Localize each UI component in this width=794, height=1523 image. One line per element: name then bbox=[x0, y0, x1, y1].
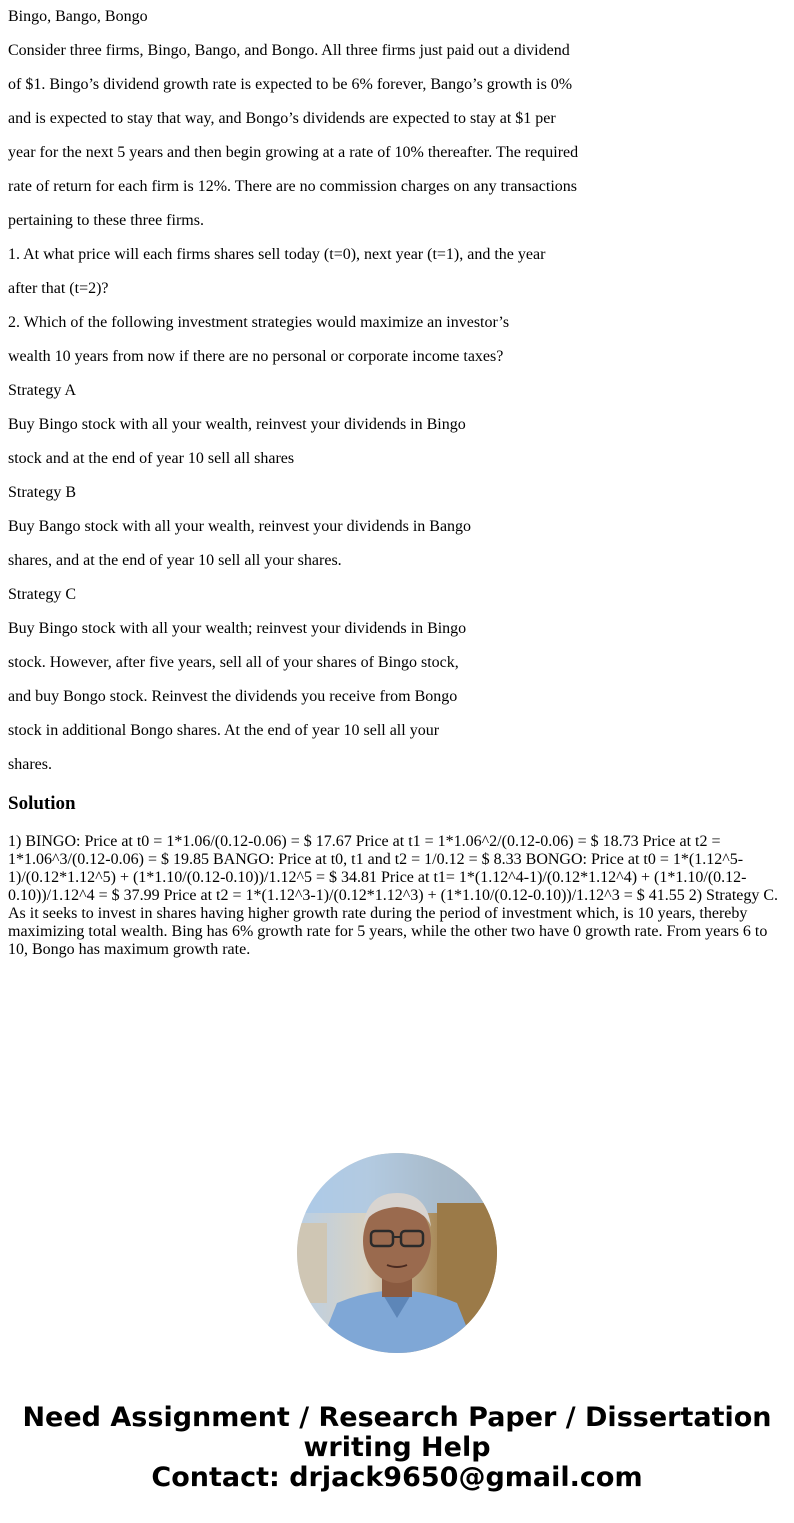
question-line: 1. At what price will each firms shares sell today (t=0), next year (t=1), and the year bbox=[8, 246, 546, 263]
banner-line-2: writing Help bbox=[303, 1432, 491, 1463]
question-line: after that (t=2)? bbox=[8, 280, 109, 297]
solution-heading: Solution bbox=[8, 793, 76, 814]
question-text bbox=[8, 0, 788, 782]
contact-banner bbox=[0, 1403, 794, 1493]
question-line: and buy Bongo stock. Reinvest the dividends you receive from Bongo bbox=[8, 688, 458, 705]
question-line: Buy Bingo stock with all your wealth, reinvest your dividends in Bingo bbox=[8, 416, 466, 433]
question-line: shares, and at the end of year 10 sell all your shares. bbox=[8, 552, 342, 569]
strategy-c-heading: Strategy C bbox=[8, 586, 76, 603]
question-line: year for the next 5 years and then begin growing at a rate of 10% thereafter. The required bbox=[8, 144, 579, 161]
question-line: stock and at the end of year 10 sell all shares bbox=[8, 450, 295, 467]
question-line: 2. Which of the following investment strategies would maximize an investor’s bbox=[8, 314, 510, 331]
question-line: wealth 10 years from now if there are no personal or corporate income taxes? bbox=[8, 348, 504, 365]
question-line: and is expected to stay that way, and Bongo’s dividends are expected to stay at $1 per bbox=[8, 110, 556, 127]
question-line: Consider three firms, Bingo, Bango, and Bongo. All three firms just paid out a dividend bbox=[8, 42, 570, 59]
question-line: rate of return for each firm is 12%. There are no commission charges on any transactions bbox=[8, 178, 577, 195]
strategy-a-heading: Strategy A bbox=[8, 382, 76, 399]
question-line: stock in additional Bongo shares. At the end of year 10 sell all your bbox=[8, 722, 440, 739]
author-avatar bbox=[297, 1153, 497, 1353]
question-line: Buy Bango stock with all your wealth, reinvest your dividends in Bango bbox=[8, 518, 472, 535]
author-portrait-icon bbox=[297, 1153, 497, 1353]
question-line: pertaining to these three firms. bbox=[8, 212, 204, 229]
question-line: of $1. Bingo’s dividend growth rate is expected to be 6% forever, Bango’s growth is 0% bbox=[8, 76, 573, 93]
strategy-b-heading: Strategy B bbox=[8, 484, 76, 501]
question-line: stock. However, after five years, sell all of your shares of Bingo stock, bbox=[8, 654, 459, 671]
question-line: shares. bbox=[8, 756, 52, 773]
question-title: Bingo, Bango, Bongo bbox=[8, 8, 148, 25]
banner-line-1: Need Assignment / Research Paper / Dissertation bbox=[22, 1402, 772, 1433]
contact-email: Contact: drjack9650@gmail.com bbox=[151, 1462, 643, 1493]
question-line: Buy Bingo stock with all your wealth; reinvest your dividends in Bingo bbox=[8, 620, 467, 637]
solution-body: 1) BINGO: Price at t0 = 1*1.06/(0.12-0.06) = $ 17.67 Price at t1 = 1*1.06^2/(0.12-0.06) = $ 18.73 Price at t2 = 1*1.06^3/(0.12-0.06) = $ 19.85 BANGO: Price at t0, t1 and t2 = 1/0.12 = $ 8.33 BONGO: Price at t0 = 1*(1.12^5-1)/(0.12*1.12^5) + (1*1.10/(0.12-0.10))/1.12^5 = $ 34.81 Price at t1= 1*(1.12^4-1)/(0.12*1.12^4) + (1*1.10/(0.12-0.10))/1.12^4 = $ 37.99 Price at t2 = 1*(1.12^3-1)/(0.12*1.12^3) + (1*1.10/(0.12-0.10))/1.12^3 = $ 41.55 2) Strategy C. As it seeks to invest in shares having higher growth rate during the period of investment which, is 10 years, thereby maximizing total wealth. Bing has 6% growth rate for 5 years, while the other two have 0 growth rate. From years 6 to 10, Bongo has maximum growth rate. bbox=[8, 833, 779, 958]
